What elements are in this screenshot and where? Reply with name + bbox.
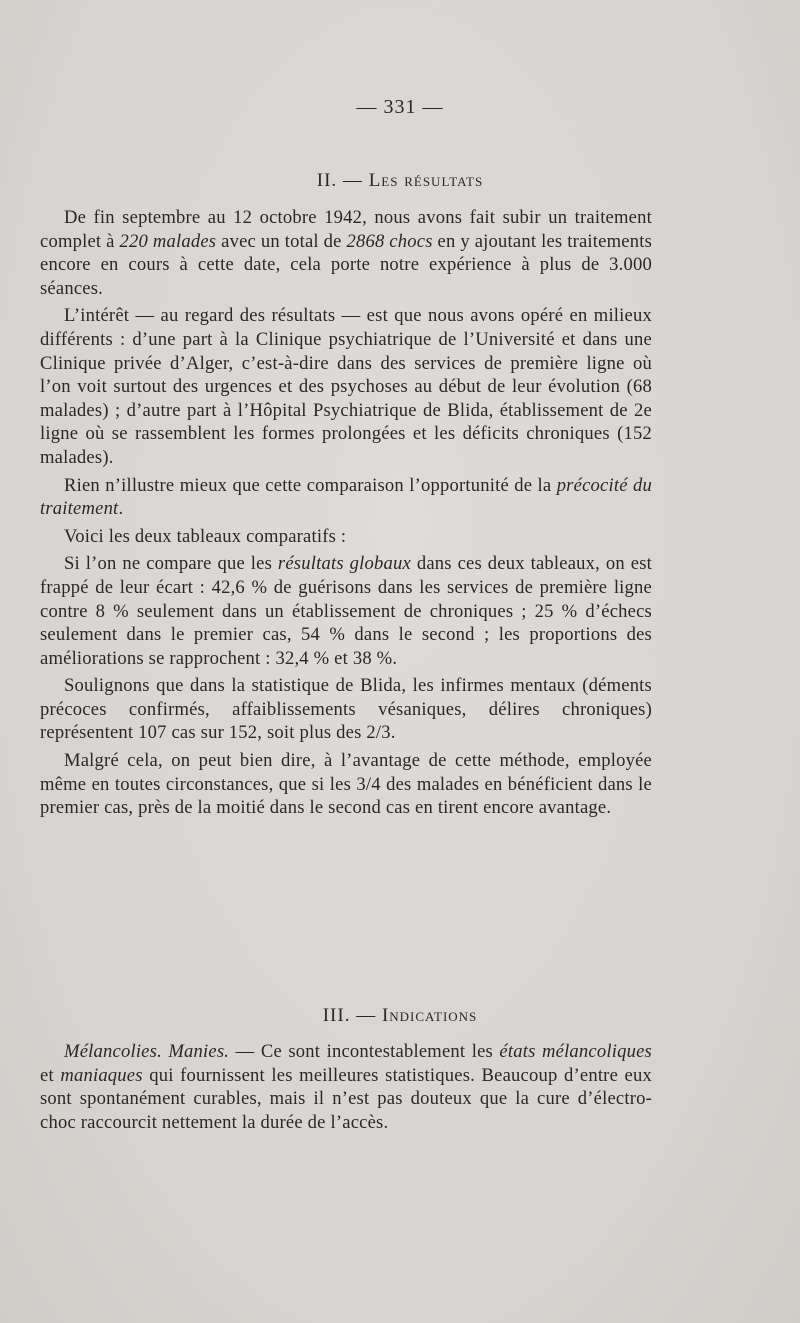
text-run: dans ces deux tableaux, on est frappé de leur écart : 42,6 % de guérisons dans les services de première ligne contre 8 % seulement dans un établissement de chroniques ; 25 % d’échecs seulement dans le premier cas, 54 % dans le second ; les proportions des améliorations se rapprochent : 32,4 % et 38 %. bbox=[40, 553, 652, 669]
results-text-block bbox=[40, 206, 652, 820]
indications-text-block bbox=[40, 1040, 652, 1134]
section-heading-results bbox=[0, 170, 800, 192]
text-run: et bbox=[40, 1064, 61, 1086]
text-run: Voici les deux tableaux comparatifs : bbox=[64, 525, 347, 547]
text-run: avec un total de bbox=[216, 230, 347, 252]
text-run: Si l’on ne compare que les bbox=[64, 553, 278, 575]
italic-text: 220 malades bbox=[119, 230, 217, 252]
paragraph bbox=[40, 674, 652, 745]
paragraph bbox=[40, 552, 652, 670]
text-run: Soulignons que dans la statistique de Blida, les infirmes mentaux (déments précoces confirmés, affaiblissements vésaniques, délires chroniques) représentent 107 cas sur 152, soit plus des 2/3. bbox=[40, 675, 652, 744]
italic-text: maniaques bbox=[60, 1064, 143, 1086]
section-numeral: II. — bbox=[316, 170, 363, 191]
text-run: qui fournissent les meilleures statistiques. Beaucoup d’entre eux sont spontanément curables, mais il n’est pas douteux que la cure d’électro-choc raccourcit nettement la durée de l’accès. bbox=[40, 1064, 652, 1133]
paragraph bbox=[40, 1040, 652, 1134]
text-run: L’intérêt — au regard des résultats — est que nous avons opéré en milieux différents : d’une part à la Clinique psychiatrique de l’Université et dans une Clinique privée d’Alger, c’est-à-dire dans des services de première ligne où l’on voit surtout des urgences et des psychoses au début de leur évolution (68 malades) ; d’autre part à l’Hôpital Psychiatrique de Blida, établissement de 2e ligne où se rassemblent les formes prolongées et les déficits chroniques (152 malades). bbox=[40, 305, 652, 468]
paragraph bbox=[40, 474, 652, 521]
paragraph bbox=[40, 749, 652, 820]
italic-text: précocité du traitement bbox=[40, 474, 652, 520]
section-numeral: III. — bbox=[322, 1005, 377, 1026]
section-title: Les résultats bbox=[368, 170, 484, 191]
text-run: en y ajoutant les traitements encore en cours à cette date, cela porte notre expérience à plus de 3.000 séances. bbox=[40, 230, 653, 299]
text-run: Rien n’illustre mieux que cette comparaison l’opportunité de la bbox=[64, 474, 557, 496]
text-run: Malgré cela, on peut bien dire, à l’avantage de cette méthode, employée même en toutes circonstances, que si les 3/4 des malades en bénéficient dans le premier cas, près de la moitié dans le second cas en tirent encore avantage. bbox=[40, 750, 652, 819]
section-title: Indications bbox=[381, 1005, 478, 1026]
text-run: . bbox=[118, 498, 124, 520]
text-run: — Ce sont incontestablement les bbox=[229, 1041, 500, 1062]
paragraph bbox=[40, 206, 652, 300]
italic-text: états mélancoliques bbox=[499, 1041, 652, 1062]
section-heading-indications bbox=[0, 1005, 800, 1027]
text-run: De fin septembre au 12 octobre 1942, nous avons fait subir un traitement complet à bbox=[40, 207, 652, 252]
italic-text: 2868 chocs bbox=[346, 230, 433, 252]
page-number: — 331 — bbox=[356, 96, 444, 118]
paragraph bbox=[40, 525, 652, 549]
italic-text: Mélancolies. Manies. bbox=[64, 1041, 230, 1062]
paragraph bbox=[40, 304, 652, 469]
italic-text: résultats globaux bbox=[277, 553, 411, 575]
